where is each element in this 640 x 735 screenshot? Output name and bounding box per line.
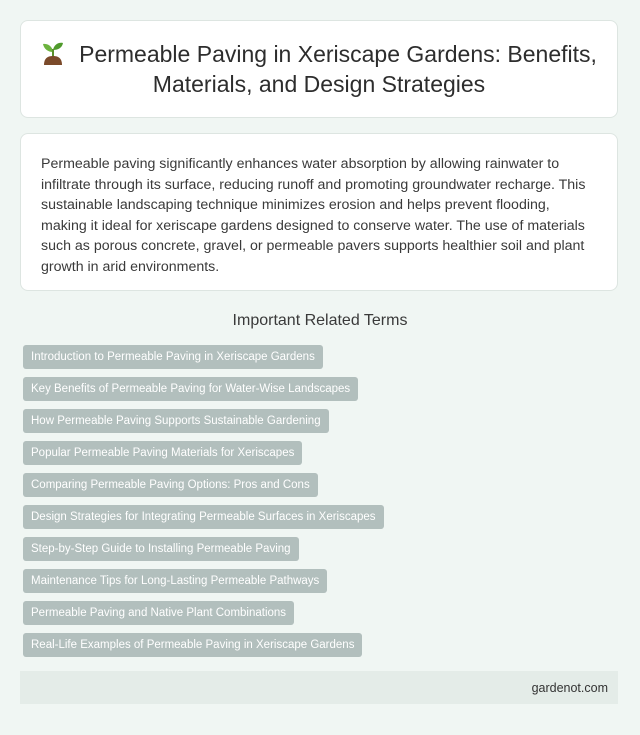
related-term-link[interactable]: Popular Permeable Paving Materials for Xeriscapes <box>23 441 302 465</box>
summary-card <box>20 133 618 291</box>
related-term-link[interactable]: Introduction to Permeable Paving in Xeriscape Gardens <box>23 345 323 369</box>
related-term-link[interactable]: How Permeable Paving Supports Sustainable Gardening <box>23 409 329 433</box>
related-term-link[interactable]: Key Benefits of Permeable Paving for Water-Wise Landscapes <box>23 377 358 401</box>
related-terms-list <box>23 345 623 665</box>
related-term-link[interactable]: Real-Life Examples of Permeable Paving in Xeriscape Gardens <box>23 633 362 657</box>
related-term-link[interactable]: Permeable Paving and Native Plant Combinations <box>23 601 294 625</box>
page-title-text: Permeable Paving in Xeriscape Gardens: Benefits, Materials, and Design Strategies <box>79 41 597 97</box>
related-term-link[interactable]: Comparing Permeable Paving Options: Pros and Cons <box>23 473 318 497</box>
title-card <box>20 20 618 118</box>
related-term-link[interactable]: Step-by-Step Guide to Installing Permeable Paving <box>23 537 299 561</box>
footer <box>20 671 618 704</box>
related-terms-heading: Important Related Terms <box>232 312 408 329</box>
sprout-icon <box>41 39 65 65</box>
page-title <box>21 39 617 99</box>
related-term-link[interactable]: Maintenance Tips for Long-Lasting Permeable Pathways <box>23 569 327 593</box>
related-term-link[interactable]: Design Strategies for Integrating Permeable Surfaces in Xeriscapes <box>23 505 384 529</box>
footer-site-link[interactable]: gardenot.com <box>531 680 608 695</box>
summary-text: Permeable paving significantly enhances water absorption by allowing rainwater to infiltrate through its surface, reducing runoff and promoting groundwater recharge. This sustainable landscaping technique minimizes erosion and helps prevent flooding, making it ideal for xeriscape gardens designed to conserve water. The use of materials such as porous concrete, gravel, or permeable pavers supports healthier soil and plant growth in arid environments. <box>41 156 586 275</box>
